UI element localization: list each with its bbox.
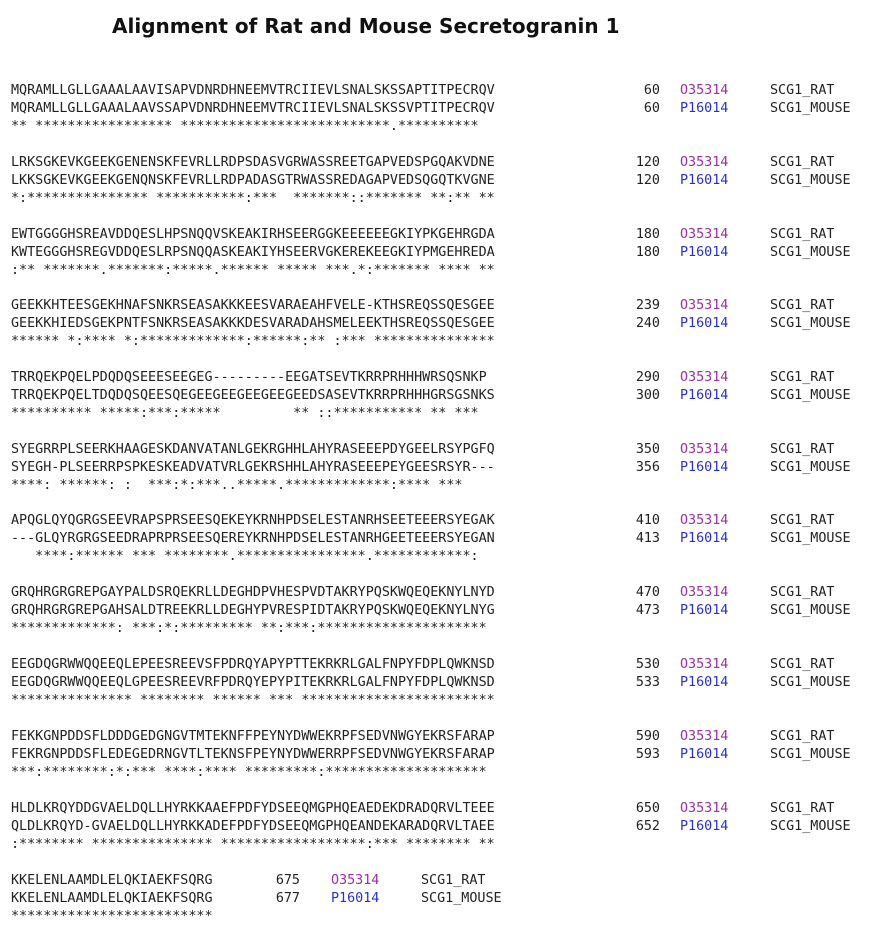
rat-sequence: GEEKKHTEESGEKHNAFSNKRSEASAKKKEESVARAEAHFVELE-KTHSREQSSQESGEE — [11, 298, 495, 313]
rat-sequence: EEGDQGRWWQQEEQLEPEESREEVSFPDRQYAPYPTTEKRKRLGALFNPYFDPLQWKNSD — [11, 657, 495, 672]
rat-name: SCG1_RAT — [770, 442, 835, 457]
rat-accession: O35314 — [680, 155, 729, 170]
mouse-position: 413 — [635, 531, 660, 546]
mouse-position: 652 — [635, 819, 660, 834]
mouse-accession: P16014 — [680, 388, 729, 403]
rat-position: 530 — [635, 657, 660, 672]
rat-name: SCG1_RAT — [770, 155, 835, 170]
consensus-line: ********** *****:***:***** ** ::*********** ** *** — [11, 406, 479, 421]
consensus-line: ****** *:**** *:*************:******:** :*** *************** — [11, 334, 495, 349]
mouse-sequence: LKKSGKEVKGEEKGENQNSKFEVRLLRDPADASGTRWASSREDAGAPVEDSQGQTKVGNE — [11, 173, 495, 188]
rat-sequence: LRKSGKEVKGEEKGENENSKFEVRLLRDPSDASVGRWASSREETGAPVEDSPGQAKVDNE — [11, 155, 495, 170]
mouse-sequence: EEGDQGRWWQQEEQLGPEESREEVRFPDRQYEPYPITEKRKRLGALFNPYFDPLQWKNSD — [11, 675, 495, 690]
consensus-line: :******** *************** ******************:*** ******** ** — [11, 837, 495, 852]
rat-sequence: TRRQEKPQELPDQDQSEEESEEGEG---------EEGATSEVTKRRPRHHHWRSQSNKP — [11, 370, 487, 385]
mouse-accession: P16014 — [680, 819, 729, 834]
mouse-name: SCG1_MOUSE — [770, 603, 851, 618]
mouse-sequence: FEKRGNPDDSFLEDEGEDRNGVTLTEKNSFPEYNYDWWERRPFSEDVNWGYEKRSFARAP — [11, 747, 495, 762]
mouse-name: SCG1_MOUSE — [421, 891, 502, 906]
mouse-accession: P16014 — [680, 531, 729, 546]
mouse-name: SCG1_MOUSE — [770, 747, 851, 762]
mouse-accession: P16014 — [680, 675, 729, 690]
mouse-name: SCG1_MOUSE — [770, 531, 851, 546]
rat-position: 590 — [635, 729, 660, 744]
rat-sequence: SYEGRRPLSEERKHAAGESKDANVATANLGEKRGHHLAHYRASEEEPDYGEELRSYPGFQ — [11, 442, 495, 457]
mouse-position: 180 — [635, 245, 660, 260]
consensus-line: ****: ******: : ***:*:***..*****.*************:**** *** — [11, 478, 463, 493]
mouse-accession: P16014 — [680, 603, 729, 618]
mouse-position: 593 — [635, 747, 660, 762]
consensus-line: ** ***************** **************************.********** — [11, 119, 479, 134]
consensus-line: ***:********:*:*** ****:**** *********:******************** — [11, 765, 487, 780]
mouse-position: 533 — [635, 675, 660, 690]
mouse-sequence: KKELENLAAMDLELQKIAEKFSQRG — [11, 891, 213, 906]
mouse-sequence: TRRQEKPQELTDQDQSQEESQEGEEGEEGEEGEEGEEDSASEVTKRRPRHHHGRSGSNKS — [11, 388, 495, 403]
mouse-sequence: MQRAMLLGLLGAAALAAVSSAPVDNRDHNEEMVTRCIIEVLSNALSKSSVPTITPECRQV — [11, 101, 495, 116]
mouse-sequence: QLDLKRQYD-GVAELDQLLHYRKKADEFPDFYDSEEQMGPHQEANDEKARADQRVLTAEE — [11, 819, 495, 834]
mouse-sequence: ---GLQYRGRGSEEDRAPRPRSEESQEREYKRNHPDSELESTANRHGEETEEERSYEGAN — [11, 531, 495, 546]
mouse-position: 240 — [635, 316, 660, 331]
rat-position: 470 — [635, 585, 660, 600]
rat-position: 650 — [635, 801, 660, 816]
mouse-accession: P16014 — [680, 245, 729, 260]
page-title: Alignment of Rat and Mouse Secretogranin 1 — [112, 14, 620, 38]
rat-name: SCG1_RAT — [770, 585, 835, 600]
consensus-line: *************: ***:*:********* **:***:********************* — [11, 621, 487, 636]
rat-name: SCG1_RAT — [421, 873, 486, 888]
mouse-accession: P16014 — [331, 891, 380, 906]
mouse-accession: P16014 — [680, 316, 729, 331]
rat-sequence: FEKKGNPDDSFLDDDGEDGNGVTMTEKNFFPEYNYDWWEKRPFSEDVNWGYEKRSFARAP — [11, 729, 495, 744]
rat-position: 60 — [643, 83, 660, 98]
rat-position: 410 — [635, 513, 660, 528]
rat-accession: O35314 — [680, 227, 729, 242]
rat-sequence: EWTGGGGHSREAVDDQESLHPSNQQVSKEAKIRHSEERGGKEEEEEEGKIYPKGEHRGDA — [11, 227, 495, 242]
mouse-name: SCG1_MOUSE — [770, 101, 851, 116]
mouse-position: 473 — [635, 603, 660, 618]
mouse-name: SCG1_MOUSE — [770, 460, 851, 475]
consensus-line: :** *******.*******:*****.****** ***** ***.*:******* **** ** — [11, 263, 495, 278]
rat-sequence: MQRAMLLGLLGAAALAAVISAPVDNRDHNEEMVTRCIIEVLSNALSKSSAPTITPECRQV — [11, 83, 495, 98]
rat-position: 350 — [635, 442, 660, 457]
consensus-line: *:*************** ***********:*** *******::******* **:** ** — [11, 191, 495, 206]
mouse-position: 356 — [635, 460, 660, 475]
mouse-sequence: GEEKKHIEDSGEKPNTFSNKRSEASAKKKDESVARADAHSMELEEKTHSREQSSQESGEE — [11, 316, 495, 331]
rat-accession: O35314 — [680, 729, 729, 744]
rat-sequence: KKELENLAAMDLELQKIAEKFSQRG — [11, 873, 213, 888]
rat-accession: O35314 — [680, 801, 729, 816]
consensus-line: ************************* — [11, 909, 213, 924]
consensus-line: *************** ******** ****** *** ************************ — [11, 693, 495, 708]
rat-name: SCG1_RAT — [770, 657, 835, 672]
mouse-position: 120 — [635, 173, 660, 188]
mouse-name: SCG1_MOUSE — [770, 819, 851, 834]
rat-name: SCG1_RAT — [770, 370, 835, 385]
rat-name: SCG1_RAT — [770, 513, 835, 528]
mouse-sequence: GRQHRGRGREPGAHSALDTREEKRLLDEGHYPVRESPIDTAKRYPQSKWQEQEKNYLNYG — [11, 603, 495, 618]
rat-position: 180 — [635, 227, 660, 242]
mouse-position: 300 — [635, 388, 660, 403]
mouse-name: SCG1_MOUSE — [770, 675, 851, 690]
rat-name: SCG1_RAT — [770, 729, 835, 744]
mouse-name: SCG1_MOUSE — [770, 316, 851, 331]
rat-accession: O35314 — [331, 873, 380, 888]
mouse-accession: P16014 — [680, 173, 729, 188]
rat-accession: O35314 — [680, 585, 729, 600]
mouse-position: 677 — [275, 891, 300, 906]
rat-name: SCG1_RAT — [770, 801, 835, 816]
rat-position: 239 — [635, 298, 660, 313]
mouse-name: SCG1_MOUSE — [770, 388, 851, 403]
rat-accession: O35314 — [680, 513, 729, 528]
mouse-position: 60 — [643, 101, 660, 116]
mouse-accession: P16014 — [680, 747, 729, 762]
rat-accession: O35314 — [680, 442, 729, 457]
rat-sequence: HLDLKRQYDDGVAELDQLLHYRKKAAEFPDFYDSEEQMGPHQEAEDEKDRADQRVLTEEE — [11, 801, 495, 816]
rat-name: SCG1_RAT — [770, 298, 835, 313]
rat-sequence: GRQHRGRGREPGAYPALDSRQEKRLLDEGHDPVHESPVDTAKRYPQSKWQEQEKNYLNYD — [11, 585, 495, 600]
rat-name: SCG1_RAT — [770, 83, 835, 98]
mouse-accession: P16014 — [680, 460, 729, 475]
rat-accession: O35314 — [680, 83, 729, 98]
rat-position: 290 — [635, 370, 660, 385]
rat-position: 120 — [635, 155, 660, 170]
rat-name: SCG1_RAT — [770, 227, 835, 242]
rat-accession: O35314 — [680, 370, 729, 385]
mouse-name: SCG1_MOUSE — [770, 173, 851, 188]
rat-position: 675 — [275, 873, 300, 888]
consensus-line: ****:****** *** ********.****************.************: — [11, 549, 479, 564]
mouse-sequence: KWTEGGGHSREGVDDQESLRPSNQQASKEAKIYHSEERVGKEREKEEGKIYPMGEHREDA — [11, 245, 495, 260]
mouse-sequence: SYEGH-PLSEERRPSPKESKEADVATVRLGEKRSHHLAHYRASEEEPEYGEESRSYR--- — [11, 460, 495, 475]
mouse-accession: P16014 — [680, 101, 729, 116]
mouse-name: SCG1_MOUSE — [770, 245, 851, 260]
rat-accession: O35314 — [680, 657, 729, 672]
rat-sequence: APQGLQYQGRGSEEVRAPSPRSEESQEKEYKRNHPDSELESTANRHSEETEEERSYEGAK — [11, 513, 495, 528]
rat-accession: O35314 — [680, 298, 729, 313]
